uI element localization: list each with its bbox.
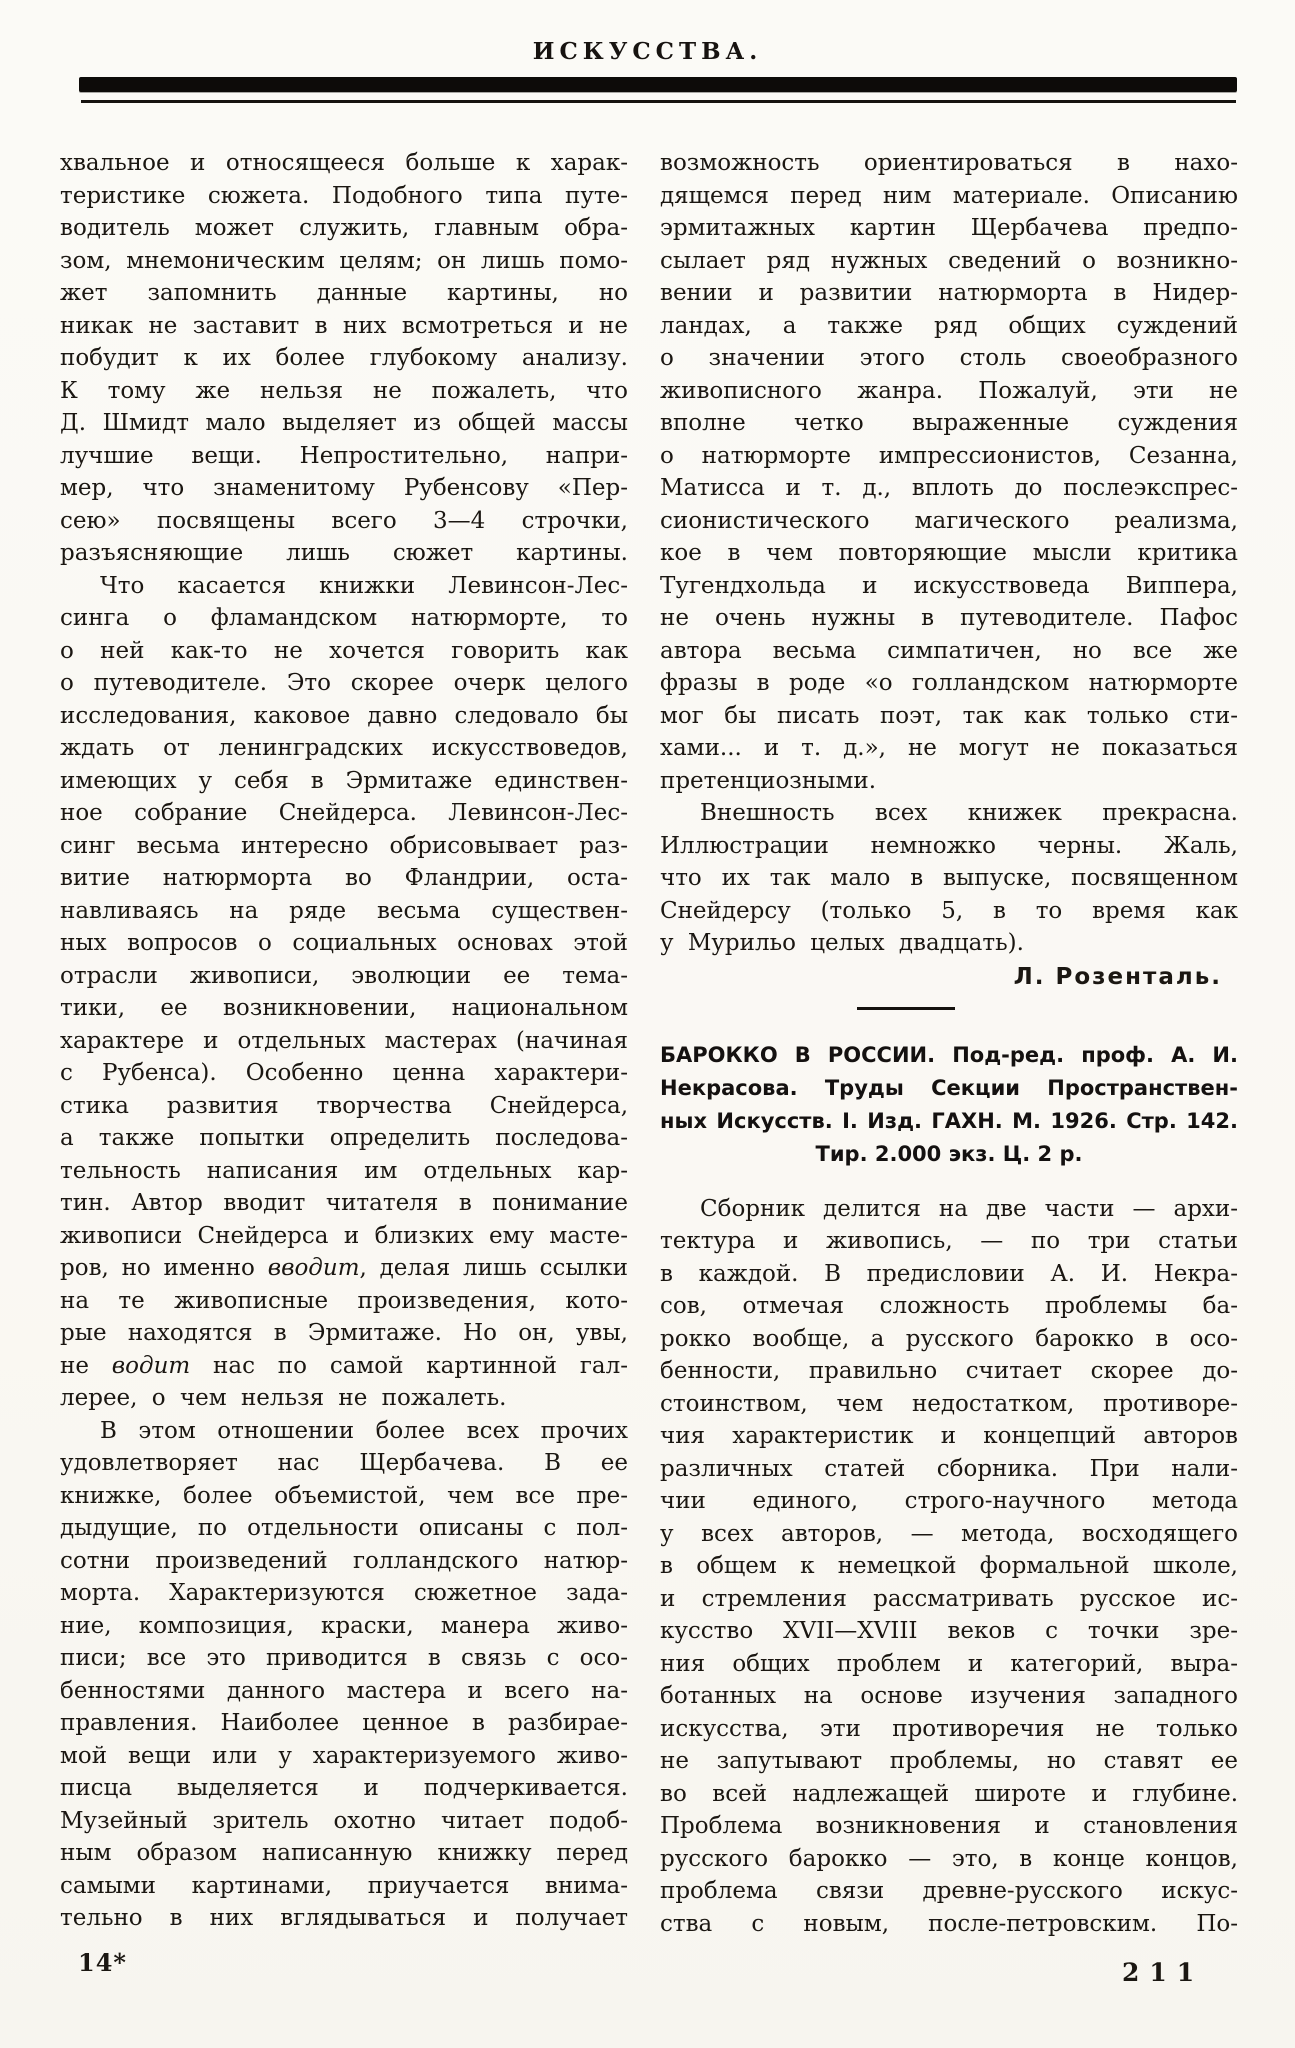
text-line: сылает ряд нужных сведений о возникно- [660,247,1238,274]
text-line: у всех авторов, — метода, восходящего [660,1520,1238,1547]
text-line: возможность ориентироваться в нахо- [660,150,1238,176]
text-line: что их так мало в выпуске, посвященном [660,865,1238,891]
text-line: Снейдерсу (только 5, в то время как [660,897,1238,924]
text-line: чия характеристик и концепций авторов [660,1423,1238,1449]
text-line: синг весьма интересно обрисовывает раз- [60,832,628,859]
text-line: различных статей сборника. При нали- [660,1455,1238,1482]
text-line: Матисса и т. д., вплоть до послеэкспрес- [660,475,1238,501]
text-line: о натюрморте импрессионистов, Сезанна, [660,442,1238,469]
text-line: Музейный зритель охотно читает подоб- [60,1807,628,1834]
text-line: хами... и т. д.», не могут не показаться [660,735,1238,761]
text-line: ботанных на основе изучения западного [660,1683,1238,1709]
text-line: живописного жанра. Пожалуй, эти не [660,377,1238,404]
text-line: навливаясь на ряде весьма существен- [60,897,628,924]
text-line: тектура и живопись, — по три статьи [660,1228,1238,1254]
text-line: в общем к немецкой формальной школе, [660,1553,1238,1579]
text-line: искусства, эти противоречия не только [660,1715,1238,1742]
text-line: тельность написания им отдельных кар- [60,1157,628,1184]
text-line: писца выделяется и подчеркивается. [60,1775,628,1801]
text-line: чии единого, строго-научного метода [660,1488,1238,1514]
text-line: характере и отдельных мастерах (начиная [60,1027,628,1054]
text-line: синга о фламандском натюрморте, то [60,605,628,631]
text-line: разъясняющие лишь сюжет картины. [60,540,628,566]
text-line: эрмитажных картин Щербачева предпо- [660,215,1238,241]
text-line: жет запомнить данные картины, но [60,280,628,306]
text-line: живописи Снейдерса и близких ему масте- [60,1222,628,1249]
text-line: дыдущие, по отдельности описаны с пол- [60,1515,628,1541]
text-line: стика развития творчества Снейдерса, [60,1092,628,1119]
text-line: рокко вообще, а русского барокко в осо- [660,1325,1238,1352]
text-line: не водит нас по самой картинной гал- [60,1352,628,1379]
text-line: ждать от ленинградских искусствоведов, [60,735,628,761]
review-barokko-heading [660,1039,1238,1171]
signature-mark-14: 14* [78,1948,127,1977]
text-line: кусство XVII—XVIII веков с точки зре- [660,1618,1238,1644]
text-line: во всей надлежащей широте и глубине. [660,1780,1238,1807]
text-line: зом, мнемоническим целям; он лишь помо- [60,247,628,274]
text-line: кое в чем повторяющие мысли критика [660,540,1238,566]
heading-line: БАРОККО В РОССИИ. Под-ред. проф. А. И. [660,1042,1238,1067]
text-line: отрасли живописи, эволюции ее тема- [60,962,628,989]
text-line: К тому же нельзя не пожалеть, что [60,377,628,404]
text-line: тин. Автор вводит читателя в понимание [60,1190,628,1216]
text-line: писи; все это приводится в связь с осо- [60,1645,628,1671]
text-line: вполне четко выраженные суждения [660,410,1238,436]
text-line: Внешность всех книжек прекрасна. [700,800,1238,826]
text-line: теристике сюжета. Подобного типа путе- [60,182,628,209]
text-line: Иллюстрации немножко черны. Жаль, [660,832,1238,859]
page-number: 211 [1122,1958,1205,1987]
text-line: бенности, правильно считает скорее до- [660,1358,1238,1384]
text-line: не запутывают проблемы, но ставят ее [660,1748,1238,1774]
heading-line: ных Искусств. I. Изд. ГАХН. М. 1926. Стр. 142. [660,1108,1238,1133]
text-line: дящемся перед ним материале. Описанию [660,182,1238,209]
text-line: Что касается книжки Левинсон-Лес- [100,572,628,599]
text-line: сею» посвящены всего 3—4 строчки, [60,507,628,534]
text-line: мог бы писать поэт, так как только сти- [660,702,1238,729]
text-line: сотни произведений голландского натюр- [60,1547,628,1574]
text-line: сионистического магического реализма, [660,507,1238,534]
text-line: тики, ее возникновении, национальном [60,995,628,1021]
text-line: вении и развитии натюрморта в Нидер- [660,280,1238,306]
text-line: ное собрание Снейдерса. Левинсон-Лес- [60,800,628,826]
left-column [60,147,628,1935]
heading-line: Некрасова. Труды Секции Пространствен- [660,1075,1238,1100]
right-column [660,147,1238,1940]
text-line: никак не заставит в них всмотреться и не [60,312,628,339]
header-rule-thick [79,77,1237,92]
text-line: морта. Характеризуются сюжетное зада- [60,1580,628,1606]
text-line: витие натюрморта во Фландрии, оста- [60,865,628,891]
text-line: проблема связи древне-русского искус- [660,1878,1238,1904]
text-line: мой вещи или у характеризуемого живо- [60,1742,628,1769]
text-line: хвальное и относящееся больше к харак- [60,150,628,176]
text-line: побудит к их более глубокому анализу. [60,345,628,371]
text-line: с Рубенса). Особенно ценна характери- [60,1060,628,1086]
text-line: лучшие вещи. Непростительно, напри- [60,442,628,469]
section-separator-rule [857,1007,955,1010]
text-line: водитель может служить, главным обра- [60,215,628,241]
text-line: автора весьма симпатичен, но все же [660,637,1238,664]
text-line: в каждой. В предисловии А. И. Некра- [660,1260,1238,1287]
text-line: фразы в роде «о голландском натюрморте [660,670,1238,696]
text-line: ным образом написанную книжку перед [60,1840,628,1866]
text-line: у Мурильо целых двадцать). [660,930,1024,956]
text-line: Тугендхольда и искусствоведа Виппера, [660,572,1238,599]
text-line: имеющих у себя в Эрмитаже единствен- [60,767,628,794]
text-line: мер, что знаменитому Рубенсову «Пер- [60,475,628,501]
text-line: и стремления рассматривать русское ис- [660,1585,1238,1612]
reviewer-signature: Л. Розенталь. [1013,963,1222,990]
text-line: удовлетворяет нас Щербачева. В ее [60,1450,628,1476]
text-line: ландах, а также ряд общих суждений [660,312,1238,339]
text-line: ства с новым, после-петровским. По- [660,1910,1238,1937]
text-line: тельно в них вглядываться и получает [60,1905,628,1931]
review-rosental-text [660,147,1238,960]
text-line: не очень нужны в путеводителе. Пафос [660,605,1238,631]
text-line: книжке, более объемистой, чем все пре- [60,1482,628,1509]
text-line: Д. Шмидт мало выделяет из общей массы [60,410,628,436]
text-line: претенциозными. [660,767,877,794]
text-line: Сборник делится на две части — архи- [700,1195,1238,1222]
text-line: о путеводителе. Это скорее очерк целого [60,670,628,696]
heading-line: Тир. 2.000 экз. Ц. 2 р. [815,1141,1083,1166]
text-line: на те живописные произведения, кото- [60,1287,628,1314]
text-line: исследования, каковое давно следовало бы [60,702,628,729]
text-line: ния общих проблем и категорий, выра- [660,1650,1238,1677]
text-line: рые находятся в Эрмитаже. Но он, увы, [60,1320,628,1346]
text-line: Проблема возникновения и становления [660,1813,1238,1839]
header-rule-thin [81,100,1236,103]
running-header-title: ИСКУССТВА. [532,38,763,65]
text-line: бенностями данного мастера и всего на- [60,1677,628,1704]
text-line: ров, но именно вводит, делая лишь ссылки [60,1255,628,1281]
review-barokko-body [660,1193,1238,1941]
text-line: русского барокко — это, в конце концов, [660,1845,1238,1872]
text-line: стоинством, чем недостатком, противоре- [660,1390,1238,1417]
text-line: В этом отношении более всех прочих [100,1417,628,1444]
text-line: правления. Наиболее ценное в разбирае- [60,1710,628,1736]
text-line: о ней как-то не хочется говорить как [60,637,628,664]
text-line: а также попытки определить последова- [60,1125,628,1151]
text-line: ние, композиция, краски, манера живо- [60,1612,628,1639]
text-line: самыми картинами, приучается внима- [60,1872,628,1899]
text-line: сов, отмечая сложность проблемы ба- [660,1293,1238,1319]
text-line: ных вопросов о социальных основах этой [60,930,628,956]
text-line: о значении этого столь своеобразного [660,345,1238,371]
text-line: лерее, о чем нельзя не пожалеть. [60,1385,507,1411]
